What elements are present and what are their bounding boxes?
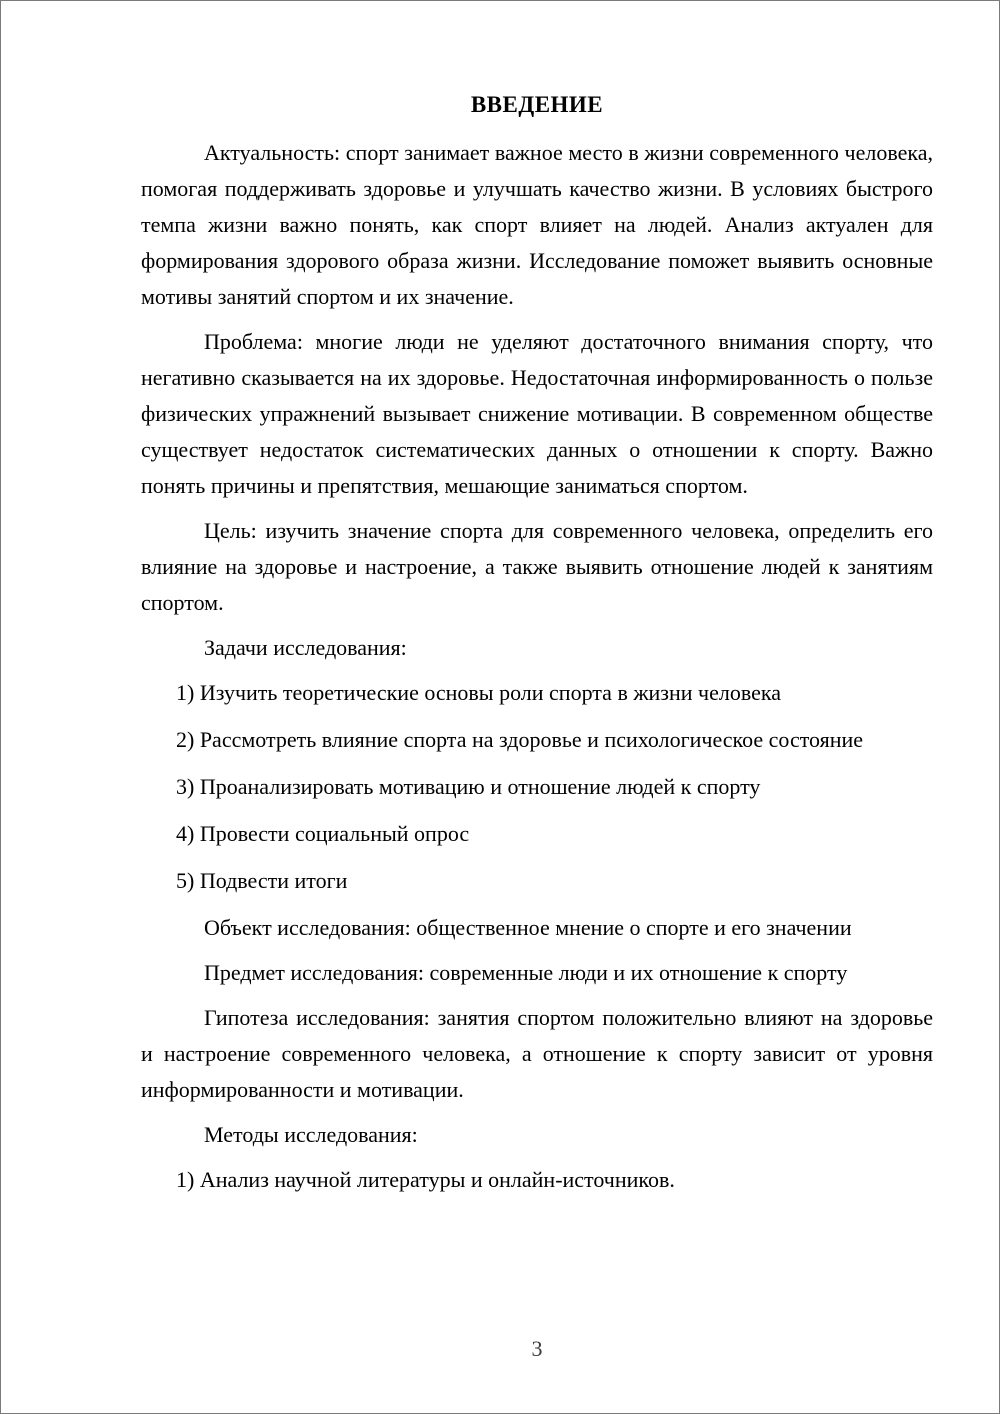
paragraph-methods-heading: Методы исследования: [204,1122,418,1147]
document-title: ВВЕДЕНИЕ [470,92,604,117]
page-number: 3 [531,1336,543,1361]
paragraph-hypothesis: Гипотеза исследования: занятия спортом положительно влияют на здоровье и настроение современного человека, а отношение к спорту зависит от уровня информированности и мотивации. [141,1005,933,1102]
list-item-task-1: 1) Изучить теоретические основы роли спорта в жизни человека [176,680,781,705]
paragraph-object: Объект исследования: общественное мнение о спорте и его значении [204,915,852,940]
list-item-task-3: 3) Проанализировать мотивацию и отношение людей к спорту [176,774,761,799]
paragraph-subject: Предмет исследования: современные люди и их отношение к спорту [204,960,848,985]
paragraph-relevance: Актуальность: спорт занимает важное место в жизни современного человека, помогая поддерживать здоровье и улучшать качество жизни. В условиях быстрого темпа жизни важно понять, как спорт влияет на людей. Анализ актуален для формирования здорового образа жизни. Исследование поможет выявить основные мотивы занятий спортом и их значение. [141,140,933,309]
list-item-task-4: 4) Провести социальный опрос [176,821,470,846]
list-item-task-5: 5) Подвести итоги [176,868,348,893]
paragraph-problem: Проблема: многие люди не уделяют достаточного внимания спорту, что негативно сказывается на их здоровье. Недостаточная информированность о пользе физических упражнений вызывает снижение мотивации. В современном обществе существует недостаток систематических данных о отношении к спорту. Важно понять причины и препятствия, мешающие заниматься спортом. [141,329,933,498]
list-item-method-1: 1) Анализ научной литературы и онлайн-источников. [176,1167,675,1192]
paragraph-tasks-heading: Задачи исследования: [204,635,407,660]
list-item-task-2: 2) Рассмотреть влияние спорта на здоровье и психологическое состояние [176,727,864,752]
paragraph-goal: Цель: изучить значение спорта для современного человека, определить его влияние на здоровье и настроение, а также выявить отношение людей к занятиям спортом. [141,518,933,615]
